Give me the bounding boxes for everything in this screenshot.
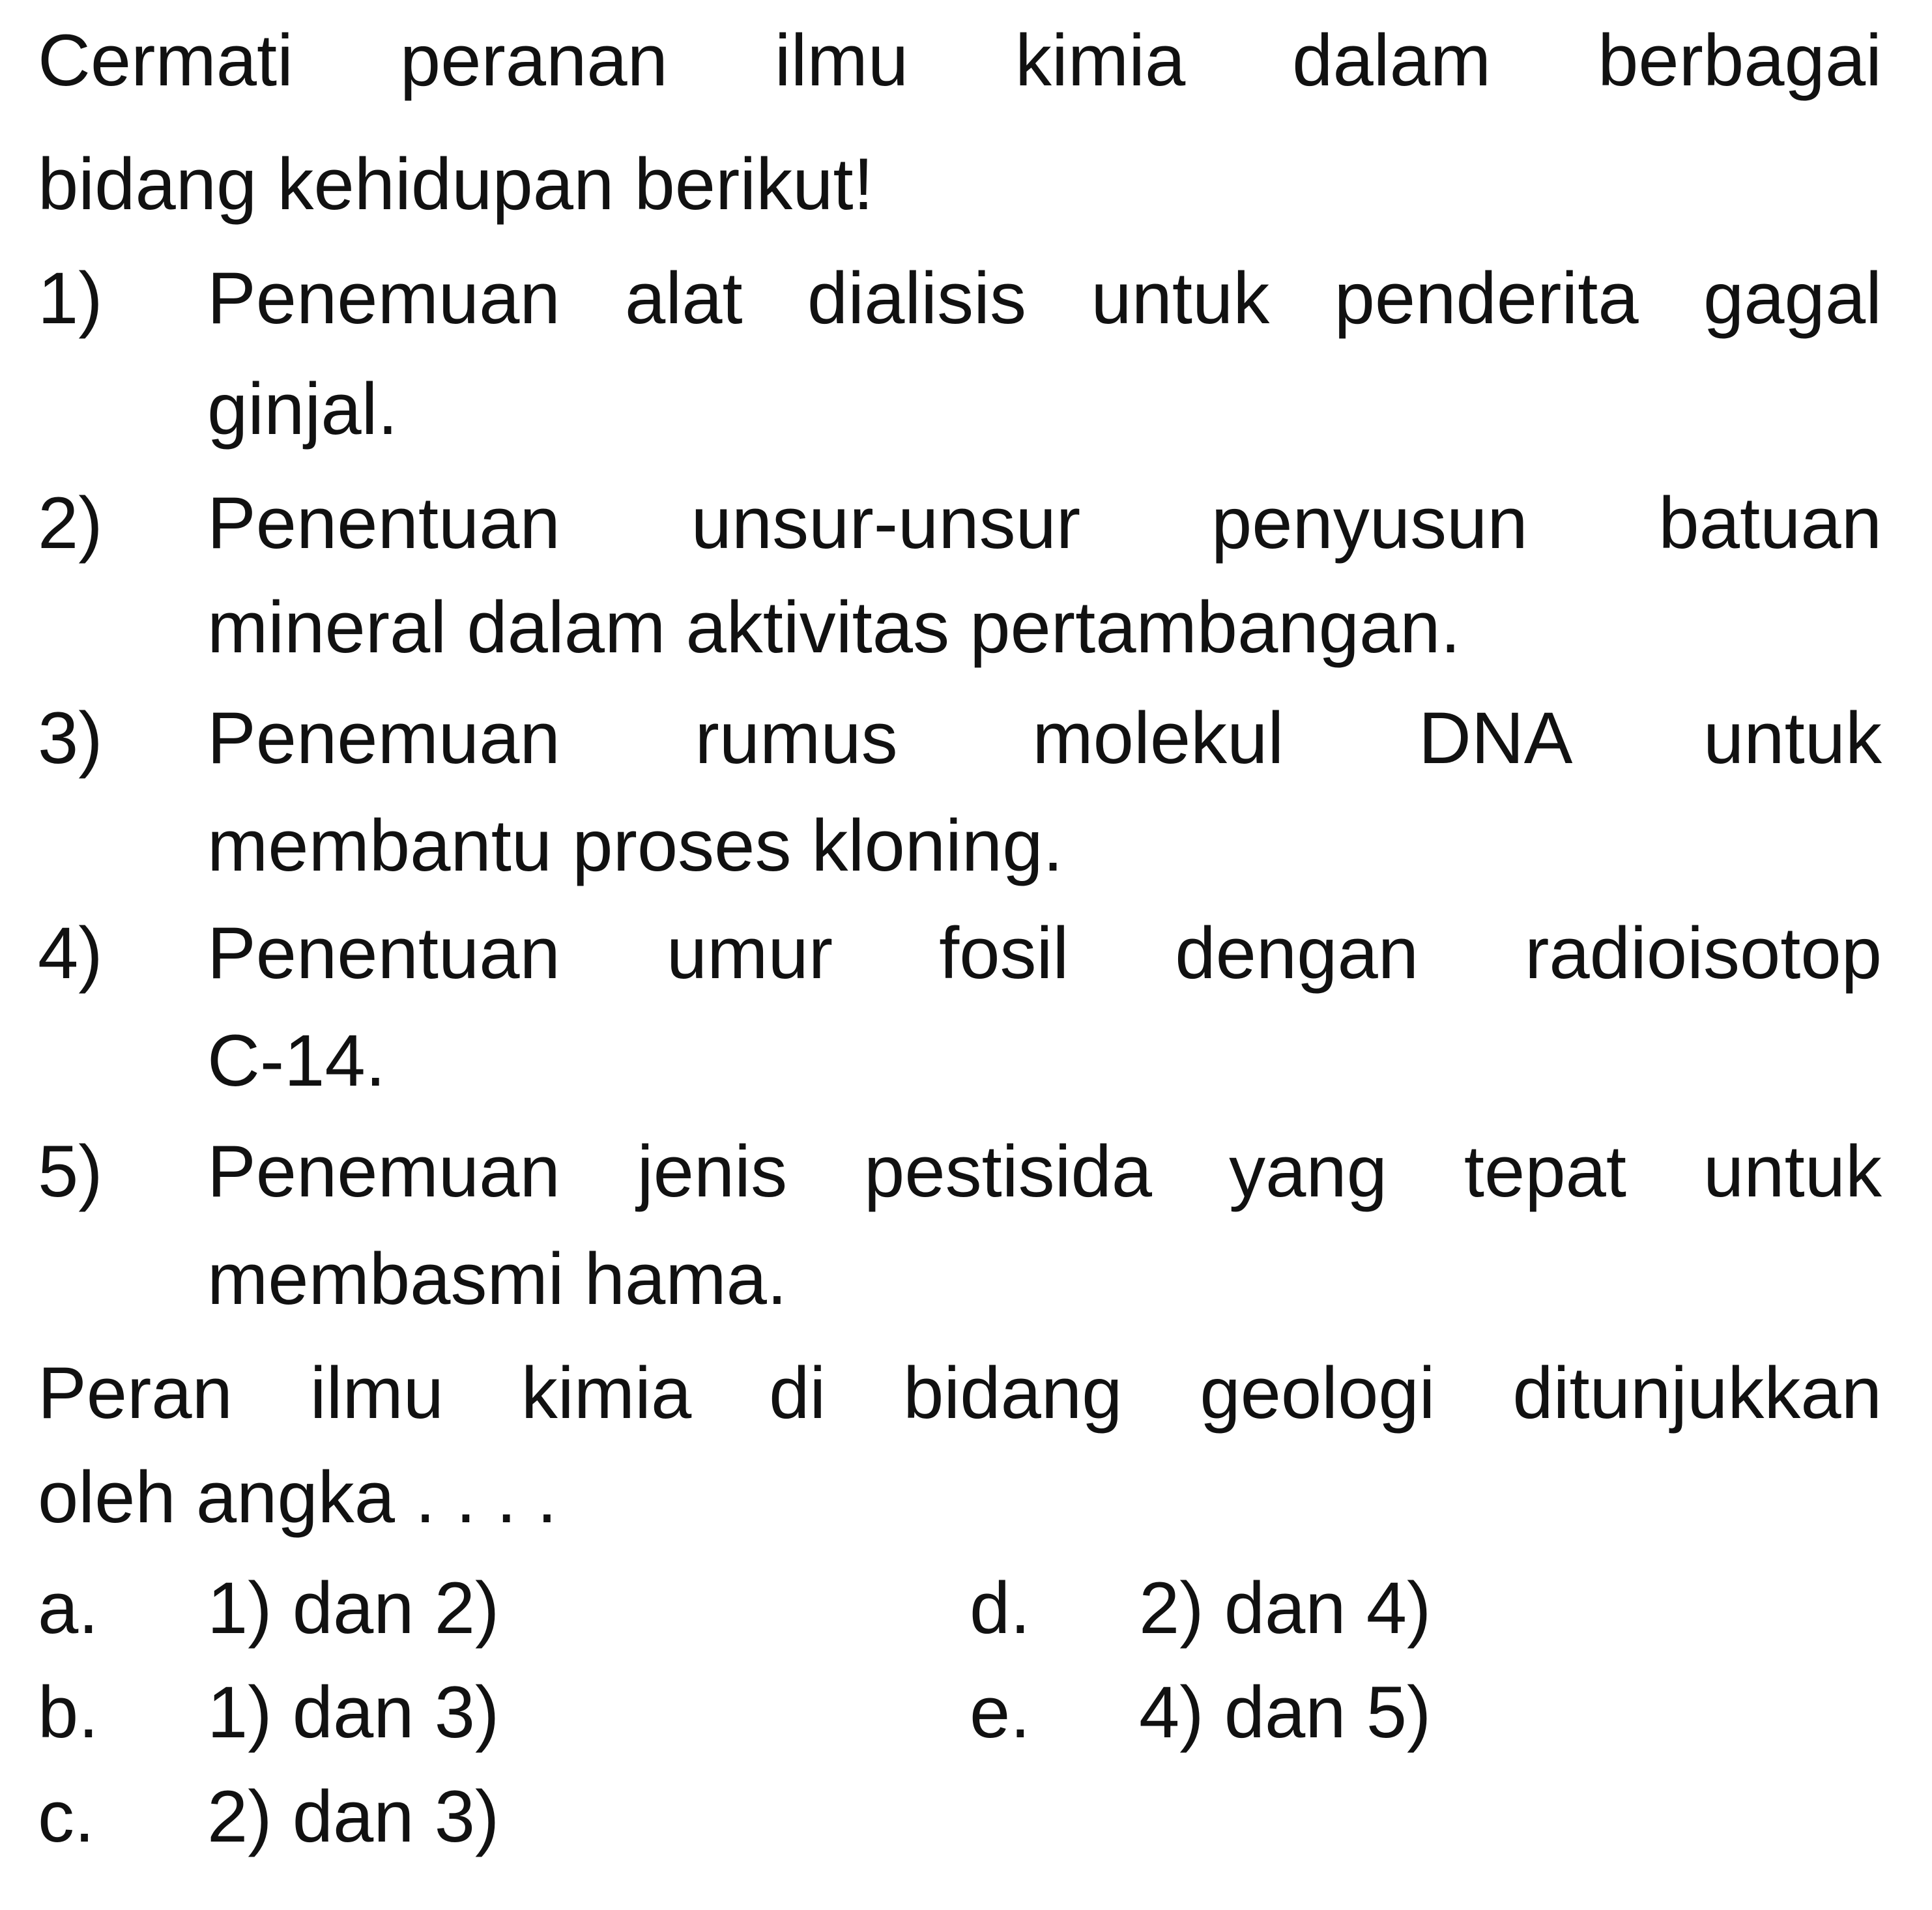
item-3-line-1: Penemuan rumus molekul DNA untuk xyxy=(207,697,1882,779)
option-a-text: 1) dan 2) xyxy=(207,1567,500,1649)
option-d-letter: d. xyxy=(970,1567,1031,1649)
option-e-letter: e. xyxy=(970,1671,1031,1753)
item-1-number: 1) xyxy=(38,257,103,339)
item-3-number: 3) xyxy=(38,697,103,779)
option-b-text: 1) dan 3) xyxy=(207,1671,500,1753)
intro-line-2: bidang kehidupan berikut! xyxy=(38,143,874,225)
question-line-2: oleh angka . . . . xyxy=(38,1456,557,1538)
option-d-text: 2) dan 4) xyxy=(1139,1567,1432,1649)
option-a-letter: a. xyxy=(38,1567,99,1649)
item-4-line-1: Penentuan umur fosil dengan radioisotop xyxy=(207,912,1882,994)
item-5-line-1: Penemuan jenis pestisida yang tepat untuk xyxy=(207,1131,1882,1212)
item-3-line-2: membantu proses kloning. xyxy=(207,805,1063,886)
item-4-line-2: C-14. xyxy=(207,1020,386,1101)
option-c-text: 2) dan 3) xyxy=(207,1776,500,1857)
question-line-1: Peran ilmu kimia di bidang geologi ditunjukkan xyxy=(38,1352,1882,1434)
item-4-number: 4) xyxy=(38,912,103,994)
item-5-line-2: membasmi hama. xyxy=(207,1238,788,1320)
option-e-text: 4) dan 5) xyxy=(1139,1671,1432,1753)
item-2-line-2: mineral dalam aktivitas pertambangan. xyxy=(207,586,1461,668)
intro-line-1: Cermati peranan ilmu kimia dalam berbagai xyxy=(38,20,1882,101)
item-1-line-2: ginjal. xyxy=(207,368,398,450)
item-1-line-1: Penemuan alat dialisis untuk penderita gagal xyxy=(207,257,1882,339)
item-2-line-1: Penentuan unsur-unsur penyusun batuan xyxy=(207,482,1882,564)
option-c-letter: c. xyxy=(38,1776,95,1857)
item-5-number: 5) xyxy=(38,1131,103,1212)
option-b-letter: b. xyxy=(38,1671,99,1753)
item-2-number: 2) xyxy=(38,482,103,564)
